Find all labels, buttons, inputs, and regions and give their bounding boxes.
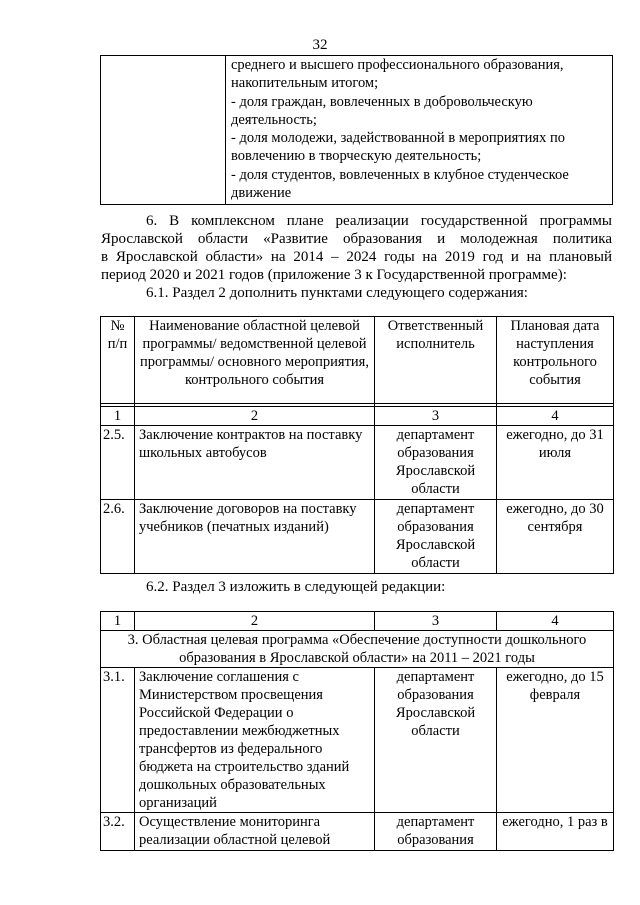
row-name: Заключение контрактов на поставку школьных автобусов bbox=[135, 426, 375, 500]
section-2-table bbox=[100, 316, 614, 574]
row-executor: департамент образования Ярославской области bbox=[375, 500, 497, 574]
section-title: 3. Областная целевая программа «Обеспечение доступности дошкольного образования в Ярославской области» на 2011 – 2021 годы bbox=[101, 631, 614, 668]
paragraph-6 bbox=[101, 212, 612, 284]
table-row bbox=[101, 813, 614, 851]
indicator-line: накопительным итогом; bbox=[231, 75, 379, 92]
column-number: 1 bbox=[101, 407, 135, 426]
paragraph-6-2: 6.2. Раздел 3 изложить в следующей редакции: bbox=[146, 579, 446, 595]
table-numbering-row bbox=[101, 612, 614, 631]
column-number: 2 bbox=[135, 612, 375, 631]
row-num: 2.5. bbox=[101, 426, 135, 500]
empty-cell bbox=[101, 56, 226, 205]
row-num: 2.6. bbox=[101, 500, 135, 574]
column-number: 4 bbox=[497, 407, 614, 426]
indicator-line: - доля граждан, вовлеченных в добровольческую bbox=[231, 93, 533, 110]
indicator-line: - доля молодежи, задействованной в мероприятиях по bbox=[231, 130, 565, 147]
table-row bbox=[101, 500, 614, 574]
row-num: 3.2. bbox=[101, 813, 135, 851]
header-name: Наименование областной целевой программы/ ведомственной целевой программы/ основного мероприятия, контрольного события bbox=[135, 317, 375, 404]
row-name: Заключение соглашения с Министерством просвещения Российской Федерации о предоставлении межбюджетных трансфертов из федерального бюджета на строительство зданий дошкольных образовательных организаций bbox=[135, 668, 375, 813]
indicator-line: среднего и высшего профессионального образования, bbox=[231, 57, 564, 73]
column-number: 1 bbox=[101, 612, 135, 631]
column-number: 4 bbox=[497, 612, 614, 631]
continuation-table bbox=[100, 55, 613, 205]
table-row bbox=[101, 668, 614, 813]
section-3-table bbox=[100, 611, 614, 851]
row-date: ежегодно, до 30 сентября bbox=[497, 500, 614, 574]
paragraph-line: в Ярославской области» на 2014 – 2024 годы на 2019 год и на плановый bbox=[101, 249, 612, 265]
column-number: 3 bbox=[375, 407, 497, 426]
paragraph-line: 6. В комплексном плане реализации государственной программы bbox=[146, 213, 612, 229]
header-executor: Ответственный исполнитель bbox=[375, 317, 497, 404]
row-num: 3.1. bbox=[101, 668, 135, 813]
table-header-row bbox=[101, 317, 614, 404]
row-date: ежегодно, до 31 июля bbox=[497, 426, 614, 500]
row-name: Осуществление мониторинга реализации областной целевой bbox=[135, 813, 375, 851]
indicator-line: - доля студентов, вовлеченных в клубное студенческое bbox=[231, 166, 569, 183]
column-number: 3 bbox=[375, 612, 497, 631]
page-number: 32 bbox=[312, 37, 328, 53]
indicators-cell bbox=[226, 56, 613, 205]
row-executor: департамент образования bbox=[375, 813, 497, 851]
paragraph-line: период 2020 и 2021 годов (приложение 3 к Государственной программе): bbox=[101, 267, 567, 283]
row-executor: департамент образования Ярославской области bbox=[375, 668, 497, 813]
indicator-line: деятельность; bbox=[231, 111, 317, 128]
row-date: ежегодно, до 15 февраля bbox=[497, 668, 614, 813]
header-date: Плановая дата наступления контрольного события bbox=[497, 317, 614, 404]
row-date: ежегодно, 1 раз в bbox=[497, 813, 614, 851]
header-num: № п/п bbox=[101, 317, 135, 404]
row-name: Заключение договоров на поставку учебников (печатных изданий) bbox=[135, 500, 375, 574]
indicator-line: движение bbox=[231, 185, 292, 202]
section-title-row bbox=[101, 631, 614, 668]
row-executor: департамент образования Ярославской области bbox=[375, 426, 497, 500]
paragraph-line: Ярославской области «Развитие образования и молодежная политика bbox=[101, 231, 612, 247]
table-row bbox=[101, 426, 614, 500]
indicator-line: вовлечению в творческую деятельность; bbox=[231, 148, 482, 165]
table-numbering-row bbox=[101, 407, 614, 426]
paragraph-6-1: 6.1. Раздел 2 дополнить пунктами следующего содержания: bbox=[146, 285, 528, 301]
column-number: 2 bbox=[135, 407, 375, 426]
